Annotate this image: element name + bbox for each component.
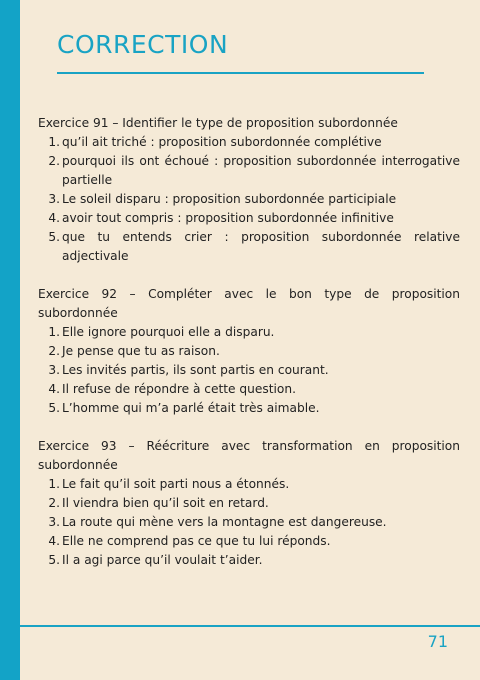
list-item	[38, 209, 460, 228]
item-text: Le soleil disparu : proposition subordonnée participiale	[62, 192, 397, 206]
exercise-heading: Exercice 93 – Réécriture avec transformation en proposition subordonnée	[38, 439, 460, 472]
item-text: La route qui mène vers la montagne est dangereuse.	[62, 515, 387, 529]
page-title: CORRECTION	[57, 30, 229, 59]
item-number: 5.	[48, 553, 60, 567]
item-number: 4.	[48, 534, 60, 548]
footer-rule	[20, 625, 480, 627]
side-accent-bar	[0, 0, 20, 680]
page-number: 71	[427, 632, 448, 651]
item-number: 3.	[48, 192, 60, 206]
item-number: 3.	[48, 363, 60, 377]
list-item	[38, 361, 460, 380]
item-text: Le fait qu’il soit parti nous a étonnés.	[62, 477, 290, 491]
item-text: avoir tout compris : proposition subordonnée infinitive	[62, 211, 394, 225]
list-item	[38, 399, 460, 418]
item-text: Les invités partis, ils sont partis en courant.	[62, 363, 329, 377]
answer-list	[38, 475, 460, 570]
item-text: Il refuse de répondre à cette question.	[62, 382, 296, 396]
exercise-92	[38, 285, 460, 418]
item-text: Il viendra bien qu’il soit en retard.	[62, 496, 269, 510]
list-item	[38, 323, 460, 342]
list-item	[38, 133, 460, 152]
list-item	[38, 513, 460, 532]
item-text: que tu entends crier : proposition subordonnée relative adjectivale	[62, 230, 460, 263]
item-number: 5.	[48, 230, 60, 244]
list-item	[38, 551, 460, 570]
item-text: Elle ne comprend pas ce que tu lui réponds.	[62, 534, 331, 548]
list-item	[38, 532, 460, 551]
correction-content	[38, 114, 460, 589]
item-number: 1.	[48, 325, 60, 339]
exercise-heading: Exercice 92 – Compléter avec le bon type de proposition subordonnée	[38, 287, 460, 320]
list-item	[38, 190, 460, 209]
exercise-91	[38, 114, 460, 266]
item-number: 3.	[48, 515, 60, 529]
item-text: pourquoi ils ont échoué : proposition subordonnée interrogative partielle	[62, 154, 460, 187]
title-underline	[57, 72, 424, 74]
item-number: 1.	[48, 477, 60, 491]
item-number: 2.	[48, 154, 60, 168]
item-text: Je pense que tu as raison.	[62, 344, 220, 358]
item-number: 4.	[48, 382, 60, 396]
item-text: L’homme qui m’a parlé était très aimable.	[62, 401, 320, 415]
list-item	[38, 342, 460, 361]
list-item	[38, 228, 460, 266]
item-number: 4.	[48, 211, 60, 225]
item-number: 5.	[48, 401, 60, 415]
list-item	[38, 152, 460, 190]
list-item	[38, 380, 460, 399]
item-number: 2.	[48, 496, 60, 510]
answer-list	[38, 133, 460, 266]
answer-list	[38, 323, 460, 418]
item-text: Elle ignore pourquoi elle a disparu.	[62, 325, 275, 339]
list-item	[38, 475, 460, 494]
list-item	[38, 494, 460, 513]
item-text: qu’il ait triché : proposition subordonnée complétive	[62, 135, 382, 149]
item-text: Il a agi parce qu’il voulait t’aider.	[62, 553, 263, 567]
item-number: 1.	[48, 135, 60, 149]
exercise-heading: Exercice 91 – Identifier le type de proposition subordonnée	[38, 116, 398, 130]
exercise-93	[38, 437, 460, 570]
item-number: 2.	[48, 344, 60, 358]
